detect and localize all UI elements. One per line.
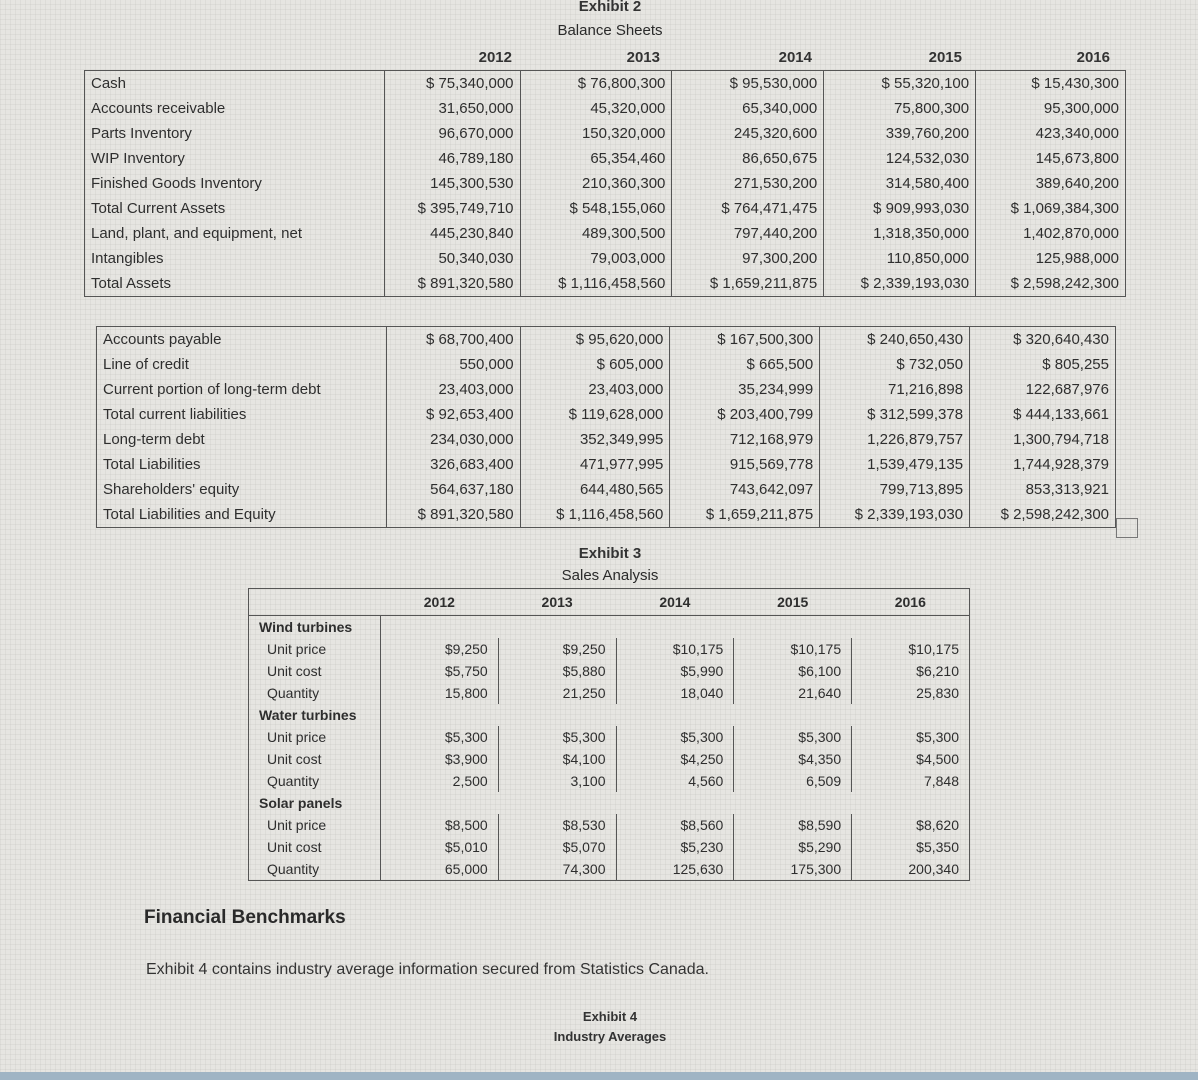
sales-row xyxy=(249,726,970,748)
selected-cell-marker[interactable] xyxy=(1116,518,1138,538)
liability-value[interactable]: 1,226,879,757 xyxy=(820,427,970,452)
liability-value[interactable]: $ 891,320,580 xyxy=(386,502,520,528)
asset-value[interactable]: 95,300,000 xyxy=(976,96,1126,121)
liability-value[interactable]: $ 240,650,430 xyxy=(820,327,970,353)
sales-value[interactable]: 65,000 xyxy=(380,858,498,881)
sales-value[interactable]: 2,500 xyxy=(380,770,498,792)
sales-value[interactable]: 200,340 xyxy=(852,858,970,881)
sales-category-name[interactable]: Wind turbines xyxy=(249,616,381,639)
asset-value[interactable]: 31,650,000 xyxy=(384,96,520,121)
liability-value[interactable]: 1,744,928,379 xyxy=(970,452,1116,477)
asset-value[interactable]: $ 764,471,475 xyxy=(672,196,824,221)
financial-benchmarks-heading: Financial Benchmarks xyxy=(144,907,346,928)
sales-row-label[interactable]: Unit price xyxy=(249,638,381,660)
exhibit2-subtitle: Balance Sheets xyxy=(557,22,663,39)
exhibit3-title: Exhibit 3 xyxy=(578,545,642,562)
liability-value[interactable]: $ 203,400,799 xyxy=(670,402,820,427)
sales-row-label[interactable]: Unit cost xyxy=(249,836,381,858)
sales-row-label[interactable]: Unit cost xyxy=(249,748,381,770)
sales-row xyxy=(249,660,970,682)
liability-label[interactable]: Current portion of long-term debt xyxy=(97,377,387,402)
liability-value[interactable]: $ 312,599,378 xyxy=(820,402,970,427)
sales-year: 2014 xyxy=(659,594,691,610)
liability-value[interactable]: 234,030,000 xyxy=(386,427,520,452)
asset-value[interactable]: 65,340,000 xyxy=(672,96,824,121)
asset-value[interactable]: $ 76,800,300 xyxy=(520,71,672,97)
asset-label[interactable]: WIP Inventory xyxy=(85,146,385,171)
sales-value[interactable]: $5,300 xyxy=(616,726,734,748)
asset-value[interactable]: $ 548,155,060 xyxy=(520,196,672,221)
sales-value[interactable]: $5,010 xyxy=(380,836,498,858)
liability-value[interactable]: 23,403,000 xyxy=(520,377,670,402)
asset-row xyxy=(85,271,1126,297)
asset-value[interactable]: 445,230,840 xyxy=(384,221,520,246)
sales-value[interactable]: $4,100 xyxy=(498,748,616,770)
sales-spacer-cell xyxy=(616,616,734,639)
sales-spacer-cell xyxy=(852,792,970,814)
sales-category-row xyxy=(249,792,970,814)
asset-value[interactable]: 96,670,000 xyxy=(384,121,520,146)
sales-spacer-cell xyxy=(734,704,852,726)
sales-value[interactable]: 21,250 xyxy=(498,682,616,704)
sales-value[interactable]: $5,350 xyxy=(852,836,970,858)
sales-value[interactable]: $10,175 xyxy=(734,638,852,660)
sales-row xyxy=(249,682,970,704)
sales-value[interactable]: 15,800 xyxy=(380,682,498,704)
asset-row xyxy=(85,121,1126,146)
asset-value[interactable]: 423,340,000 xyxy=(976,121,1126,146)
liability-value[interactable]: 35,234,999 xyxy=(670,377,820,402)
asset-value[interactable]: 1,318,350,000 xyxy=(824,221,976,246)
liability-value[interactable]: 71,216,898 xyxy=(820,377,970,402)
sales-value[interactable]: 18,040 xyxy=(616,682,734,704)
sales-spacer-cell xyxy=(734,792,852,814)
sales-row-label[interactable]: Quantity xyxy=(249,770,381,792)
asset-row xyxy=(85,246,1126,271)
asset-value[interactable]: 797,440,200 xyxy=(672,221,824,246)
sales-value[interactable]: 3,100 xyxy=(498,770,616,792)
sales-row-label[interactable]: Unit price xyxy=(249,814,381,836)
asset-value[interactable]: 389,640,200 xyxy=(976,171,1126,196)
sales-value[interactable]: $10,175 xyxy=(616,638,734,660)
sales-spacer-cell xyxy=(498,616,616,639)
sales-value[interactable]: $3,900 xyxy=(380,748,498,770)
asset-value[interactable]: $ 395,749,710 xyxy=(384,196,520,221)
sales-value[interactable]: $8,560 xyxy=(616,814,734,836)
sales-value[interactable]: 74,300 xyxy=(498,858,616,881)
sales-category-row xyxy=(249,704,970,726)
sales-value[interactable]: 125,630 xyxy=(616,858,734,881)
liability-value[interactable]: $ 167,500,300 xyxy=(670,327,820,353)
asset-value[interactable]: 271,530,200 xyxy=(672,171,824,196)
liability-value[interactable]: 1,300,794,718 xyxy=(970,427,1116,452)
sales-value[interactable]: $8,500 xyxy=(380,814,498,836)
liability-value[interactable]: $ 605,000 xyxy=(520,352,670,377)
liability-value[interactable]: $ 68,700,400 xyxy=(386,327,520,353)
sales-year: 2013 xyxy=(541,594,573,610)
assets-table xyxy=(84,70,1126,297)
asset-label[interactable]: Land, plant, and equipment, net xyxy=(85,221,385,246)
sales-value[interactable]: $4,500 xyxy=(852,748,970,770)
sales-value[interactable]: $9,250 xyxy=(498,638,616,660)
asset-label[interactable]: Cash xyxy=(85,71,385,97)
liability-value[interactable]: $ 1,659,211,875 xyxy=(670,502,820,528)
sales-spacer-cell xyxy=(498,704,616,726)
sales-row xyxy=(249,748,970,770)
liability-value[interactable]: 352,349,995 xyxy=(520,427,670,452)
asset-value[interactable]: $ 1,116,458,560 xyxy=(520,271,672,297)
liability-value[interactable]: $ 665,500 xyxy=(670,352,820,377)
liability-row xyxy=(97,502,1116,528)
liability-label[interactable]: Total current liabilities xyxy=(97,402,387,427)
asset-row xyxy=(85,96,1126,121)
asset-value[interactable]: 245,320,600 xyxy=(672,121,824,146)
sales-row-label[interactable]: Quantity xyxy=(249,682,381,704)
asset-value[interactable]: 1,402,870,000 xyxy=(976,221,1126,246)
asset-value[interactable]: 110,850,000 xyxy=(824,246,976,271)
asset-value[interactable]: 46,789,180 xyxy=(384,146,520,171)
sales-category-name[interactable]: Solar panels xyxy=(249,792,381,814)
asset-value[interactable]: $ 75,340,000 xyxy=(384,71,520,97)
asset-value[interactable]: $ 2,339,193,030 xyxy=(824,271,976,297)
sales-category-name[interactable]: Water turbines xyxy=(249,704,381,726)
asset-value[interactable]: 210,360,300 xyxy=(520,171,672,196)
sales-row-label[interactable]: Unit price xyxy=(249,726,381,748)
liability-value[interactable]: $ 805,255 xyxy=(970,352,1116,377)
asset-value[interactable]: 97,300,200 xyxy=(672,246,824,271)
sales-row xyxy=(249,814,970,836)
asset-value[interactable]: 125,988,000 xyxy=(976,246,1126,271)
sales-value[interactable]: $10,175 xyxy=(852,638,970,660)
sales-category-row xyxy=(249,616,970,639)
sales-header-blank xyxy=(249,589,381,616)
asset-value[interactable]: 124,532,030 xyxy=(824,146,976,171)
sales-value[interactable]: $9,250 xyxy=(380,638,498,660)
sales-value[interactable]: 21,640 xyxy=(734,682,852,704)
asset-value[interactable]: 145,300,530 xyxy=(384,171,520,196)
liability-value[interactable]: 564,637,180 xyxy=(386,477,520,502)
window-bottom-edge xyxy=(0,1072,1198,1080)
sales-value[interactable]: $5,300 xyxy=(498,726,616,748)
year-2012: 2012 xyxy=(478,49,512,66)
asset-row xyxy=(85,196,1126,221)
sales-row xyxy=(249,770,970,792)
liability-value[interactable]: 23,403,000 xyxy=(386,377,520,402)
liability-value[interactable]: $ 2,339,193,030 xyxy=(820,502,970,528)
asset-row xyxy=(85,146,1126,171)
sales-value[interactable]: $5,990 xyxy=(616,660,734,682)
asset-value[interactable]: $ 909,993,030 xyxy=(824,196,976,221)
sales-spacer-cell xyxy=(852,704,970,726)
sales-value[interactable]: $5,300 xyxy=(852,726,970,748)
liability-row xyxy=(97,477,1116,502)
liability-label[interactable]: Total Liabilities xyxy=(97,452,387,477)
liability-row xyxy=(97,452,1116,477)
asset-label[interactable]: Parts Inventory xyxy=(85,121,385,146)
asset-label[interactable]: Intangibles xyxy=(85,246,385,271)
liability-row xyxy=(97,327,1116,353)
asset-value[interactable]: 45,320,000 xyxy=(520,96,672,121)
exhibit4-title: Exhibit 4 xyxy=(582,1009,638,1024)
liability-value[interactable]: $ 92,653,400 xyxy=(386,402,520,427)
liability-value[interactable]: 853,313,921 xyxy=(970,477,1116,502)
liability-row xyxy=(97,427,1116,452)
liability-value[interactable]: 743,642,097 xyxy=(670,477,820,502)
liability-value[interactable]: $ 119,628,000 xyxy=(520,402,670,427)
asset-value[interactable]: $ 1,069,384,300 xyxy=(976,196,1126,221)
sales-value[interactable]: $8,620 xyxy=(852,814,970,836)
asset-label[interactable]: Total Current Assets xyxy=(85,196,385,221)
sales-value[interactable]: $5,290 xyxy=(734,836,852,858)
sales-spacer-cell xyxy=(616,704,734,726)
liability-value[interactable]: 1,539,479,135 xyxy=(820,452,970,477)
asset-label[interactable]: Finished Goods Inventory xyxy=(85,171,385,196)
sales-row xyxy=(249,638,970,660)
benchmarks-paragraph: Exhibit 4 contains industry average information secured from Statistics Canada. xyxy=(146,961,709,978)
sales-value[interactable]: $5,880 xyxy=(498,660,616,682)
asset-value[interactable]: 314,580,400 xyxy=(824,171,976,196)
sales-value[interactable]: $8,530 xyxy=(498,814,616,836)
sales-spacer-cell xyxy=(380,704,498,726)
asset-value[interactable]: 50,340,030 xyxy=(384,246,520,271)
liability-value[interactable]: 799,713,895 xyxy=(820,477,970,502)
liability-label[interactable]: Long-term debt xyxy=(97,427,387,452)
asset-value[interactable]: 489,300,500 xyxy=(520,221,672,246)
asset-value[interactable]: 150,320,000 xyxy=(520,121,672,146)
sales-value[interactable]: 175,300 xyxy=(734,858,852,881)
asset-value[interactable]: 145,673,800 xyxy=(976,146,1126,171)
asset-value[interactable]: $ 15,430,300 xyxy=(976,71,1126,97)
sales-spacer-cell xyxy=(734,616,852,639)
asset-row xyxy=(85,171,1126,196)
sales-row-label[interactable]: Unit cost xyxy=(249,660,381,682)
asset-row xyxy=(85,71,1126,97)
liability-label[interactable]: Shareholders' equity xyxy=(97,477,387,502)
liability-row xyxy=(97,377,1116,402)
sales-analysis-table xyxy=(248,588,970,881)
sales-value[interactable]: $4,350 xyxy=(734,748,852,770)
sales-value[interactable]: $6,210 xyxy=(852,660,970,682)
sales-value[interactable]: 25,830 xyxy=(852,682,970,704)
asset-value[interactable]: 339,760,200 xyxy=(824,121,976,146)
sales-value[interactable]: $6,100 xyxy=(734,660,852,682)
asset-value[interactable]: 65,354,460 xyxy=(520,146,672,171)
liability-value[interactable]: 471,977,995 xyxy=(520,452,670,477)
sales-value[interactable]: $5,300 xyxy=(380,726,498,748)
liability-value[interactable]: 550,000 xyxy=(386,352,520,377)
asset-value[interactable]: 79,003,000 xyxy=(520,246,672,271)
asset-value[interactable]: 75,800,300 xyxy=(824,96,976,121)
liability-value[interactable]: 644,480,565 xyxy=(520,477,670,502)
asset-label[interactable]: Total Assets xyxy=(85,271,385,297)
sales-value[interactable]: 4,560 xyxy=(616,770,734,792)
liability-row xyxy=(97,402,1116,427)
sales-value[interactable]: $5,300 xyxy=(734,726,852,748)
asset-value[interactable]: $ 95,530,000 xyxy=(672,71,824,97)
year-2015: 2015 xyxy=(928,49,962,66)
sales-year-header xyxy=(249,589,970,616)
liability-value[interactable]: $ 2,598,242,300 xyxy=(970,502,1116,528)
liability-value[interactable]: 122,687,976 xyxy=(970,377,1116,402)
year-2016: 2016 xyxy=(1076,49,1110,66)
exhibit4-subtitle: Industry Averages xyxy=(553,1029,667,1044)
exhibit3-subtitle: Sales Analysis xyxy=(561,567,659,584)
sales-value[interactable]: $8,590 xyxy=(734,814,852,836)
sales-year: 2016 xyxy=(894,594,926,610)
asset-value[interactable]: $ 1,659,211,875 xyxy=(672,271,824,297)
sales-value[interactable]: $5,230 xyxy=(616,836,734,858)
asset-value[interactable]: $ 55,320,100 xyxy=(824,71,976,97)
liability-label[interactable]: Accounts payable xyxy=(97,327,387,353)
sales-spacer-cell xyxy=(498,792,616,814)
sales-value[interactable]: $5,070 xyxy=(498,836,616,858)
asset-label[interactable]: Accounts receivable xyxy=(85,96,385,121)
sales-row-label[interactable]: Quantity xyxy=(249,858,381,881)
liability-row xyxy=(97,352,1116,377)
liability-label[interactable]: Line of credit xyxy=(97,352,387,377)
exhibit2-title: Exhibit 2 xyxy=(578,0,642,15)
liabilities-table xyxy=(96,326,1116,528)
liability-value[interactable]: $ 95,620,000 xyxy=(520,327,670,353)
liability-value[interactable]: $ 1,116,458,560 xyxy=(520,502,670,528)
sales-year: 2012 xyxy=(423,594,455,610)
asset-value[interactable]: $ 2,598,242,300 xyxy=(976,271,1126,297)
liability-value[interactable]: 712,168,979 xyxy=(670,427,820,452)
year-2014: 2014 xyxy=(778,49,812,66)
liability-value[interactable]: $ 732,050 xyxy=(820,352,970,377)
liability-label[interactable]: Total Liabilities and Equity xyxy=(97,502,387,528)
sales-row xyxy=(249,858,970,881)
year-2013: 2013 xyxy=(626,49,660,66)
sales-value[interactable]: $5,750 xyxy=(380,660,498,682)
sales-value[interactable]: 7,848 xyxy=(852,770,970,792)
sales-value[interactable]: 6,509 xyxy=(734,770,852,792)
asset-row xyxy=(85,221,1126,246)
liability-value[interactable]: 915,569,778 xyxy=(670,452,820,477)
sales-spacer-cell xyxy=(380,616,498,639)
asset-value[interactable]: $ 891,320,580 xyxy=(384,271,520,297)
sales-row xyxy=(249,836,970,858)
liability-value[interactable]: $ 444,133,661 xyxy=(970,402,1116,427)
sales-year: 2015 xyxy=(777,594,809,610)
sales-value[interactable]: $4,250 xyxy=(616,748,734,770)
liability-value[interactable]: 326,683,400 xyxy=(386,452,520,477)
sales-spacer-cell xyxy=(380,792,498,814)
asset-value[interactable]: 86,650,675 xyxy=(672,146,824,171)
liability-value[interactable]: $ 320,640,430 xyxy=(970,327,1116,353)
sales-spacer-cell xyxy=(616,792,734,814)
sales-spacer-cell xyxy=(852,616,970,639)
